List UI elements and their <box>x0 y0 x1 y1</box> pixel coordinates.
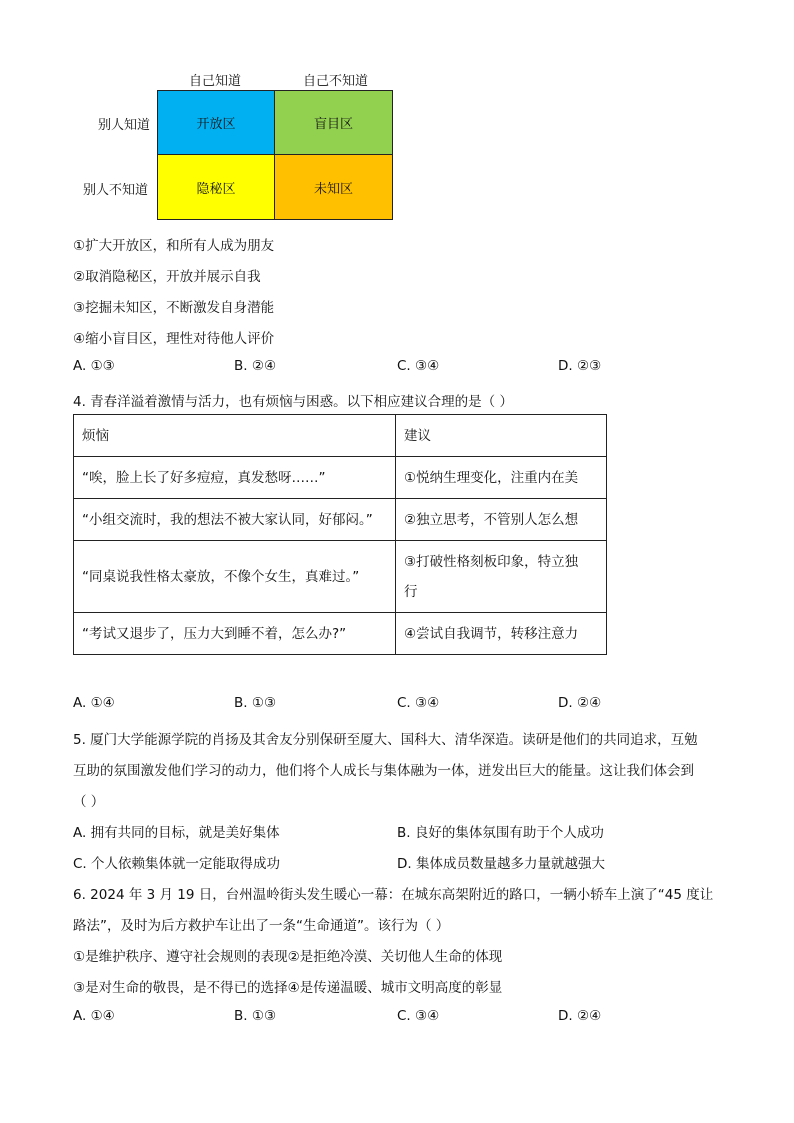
q6-option-b[interactable]: B. ①③ <box>234 1008 277 1024</box>
q5-option-d[interactable]: D. 集体成员数量越多力量就越强大 <box>397 856 605 872</box>
johari-hidden-area: 隐秘区 <box>158 155 275 219</box>
table-cell-advice-line-1: ③打破性格刻板印象，特立独 <box>404 553 579 570</box>
johari-window-grid <box>157 90 393 220</box>
q4-stem: 4. 青春洋溢着激情与活力，也有烦恼与困惑。以下相应建议合理的是（ ） <box>73 394 513 410</box>
q3-option-b[interactable]: B. ②④ <box>234 358 277 374</box>
johari-col-header-self-known: 自己知道 <box>189 74 242 89</box>
table-cell-trouble: “同桌说我性格太豪放，不像个女生，真难过。” <box>74 541 396 613</box>
q3-option-a[interactable]: A. ①③ <box>73 358 115 374</box>
q5-stem-line-3: （ ） <box>73 794 105 810</box>
q5-option-b[interactable]: B. 良好的集体氛围有助于个人成功 <box>397 825 604 841</box>
table-row <box>74 541 607 613</box>
table-cell-advice <box>396 541 607 613</box>
table-cell-trouble: “考试又退步了，压力大到睡不着，怎么办?” <box>74 613 396 655</box>
table-header-trouble: 烦恼 <box>74 415 396 457</box>
q6-stem-line-1: 6. 2024 年 3 月 19 日，台州温岭街头发生暖心一幕：在城东高架附近的路口，一辆小轿车上演了“45 度让 <box>73 887 714 903</box>
q3-statement-3: ③挖掘未知区，不断激发自身潜能 <box>73 300 275 316</box>
table-cell-advice: ④尝试自我调节，转移注意力 <box>396 613 607 655</box>
q5-stem-line-2: 互助的氛围激发他们学习的动力，他们将个人成长与集体融为一体，迸发出巨大的能量。这让我们体会到 <box>73 763 694 779</box>
q3-statement-4: ④缩小盲目区，理性对待他人评价 <box>73 331 275 347</box>
johari-open-area: 开放区 <box>158 91 275 155</box>
johari-row-header-others-unknown: 别人不知道 <box>83 183 149 198</box>
q4-table <box>73 414 607 655</box>
q3-statement-1: ①扩大开放区，和所有人成为朋友 <box>73 238 275 254</box>
q3-statement-2: ②取消隐秘区，开放并展示自我 <box>73 269 261 285</box>
q6-option-d[interactable]: D. ②④ <box>558 1008 602 1024</box>
table-row <box>74 499 607 541</box>
table-cell-advice: ①悦纳生理变化，注重内在美 <box>396 457 607 499</box>
johari-blind-area: 盲目区 <box>275 91 392 155</box>
q4-option-c[interactable]: C. ③④ <box>397 695 440 711</box>
table-cell-advice-line-2: 行 <box>404 583 418 600</box>
johari-unknown-area: 未知区 <box>275 155 392 219</box>
johari-col-header-self-unknown: 自己不知道 <box>303 74 369 89</box>
table-cell-trouble: “唉，脸上长了好多痘痘，真发愁呀……” <box>74 457 396 499</box>
table-row <box>74 613 607 655</box>
table-row <box>74 457 607 499</box>
q6-option-c[interactable]: C. ③④ <box>397 1008 440 1024</box>
q6-statements-line-2: ③是对生命的敬畏，是不得已的选择④是传递温暖、城市文明高度的彰显 <box>73 980 503 996</box>
q6-statements-line-1: ①是维护秩序、遵守社会规则的表现②是拒绝冷漠、关切他人生命的体现 <box>73 949 503 965</box>
q4-option-a[interactable]: A. ①④ <box>73 695 115 711</box>
table-header-advice: 建议 <box>396 415 607 457</box>
q5-option-c[interactable]: C. 个人依赖集体就一定能取得成功 <box>73 856 281 872</box>
q4-option-b[interactable]: B. ①③ <box>234 695 277 711</box>
q5-stem-line-1: 5. 厦门大学能源学院的肖扬及其舍友分别保研至厦大、国科大、清华深造。读研是他们的共同追求，互勉 <box>73 732 698 748</box>
johari-row-header-others-known: 别人知道 <box>98 118 151 133</box>
q6-stem-line-2: 路法”，及时为后方救护车让出了一条“生命通道”。该行为（ ） <box>73 918 450 934</box>
q3-option-c[interactable]: C. ③④ <box>397 358 440 374</box>
table-cell-trouble: “小组交流时，我的想法不被大家认同，好郁闷。” <box>74 499 396 541</box>
table-cell-advice: ②独立思考，不管别人怎么想 <box>396 499 607 541</box>
table-row <box>74 415 607 457</box>
q6-option-a[interactable]: A. ①④ <box>73 1008 115 1024</box>
q3-option-d[interactable]: D. ②③ <box>558 358 602 374</box>
q5-option-a[interactable]: A. 拥有共同的目标，就是美好集体 <box>73 825 280 841</box>
q4-option-d[interactable]: D. ②④ <box>558 695 602 711</box>
